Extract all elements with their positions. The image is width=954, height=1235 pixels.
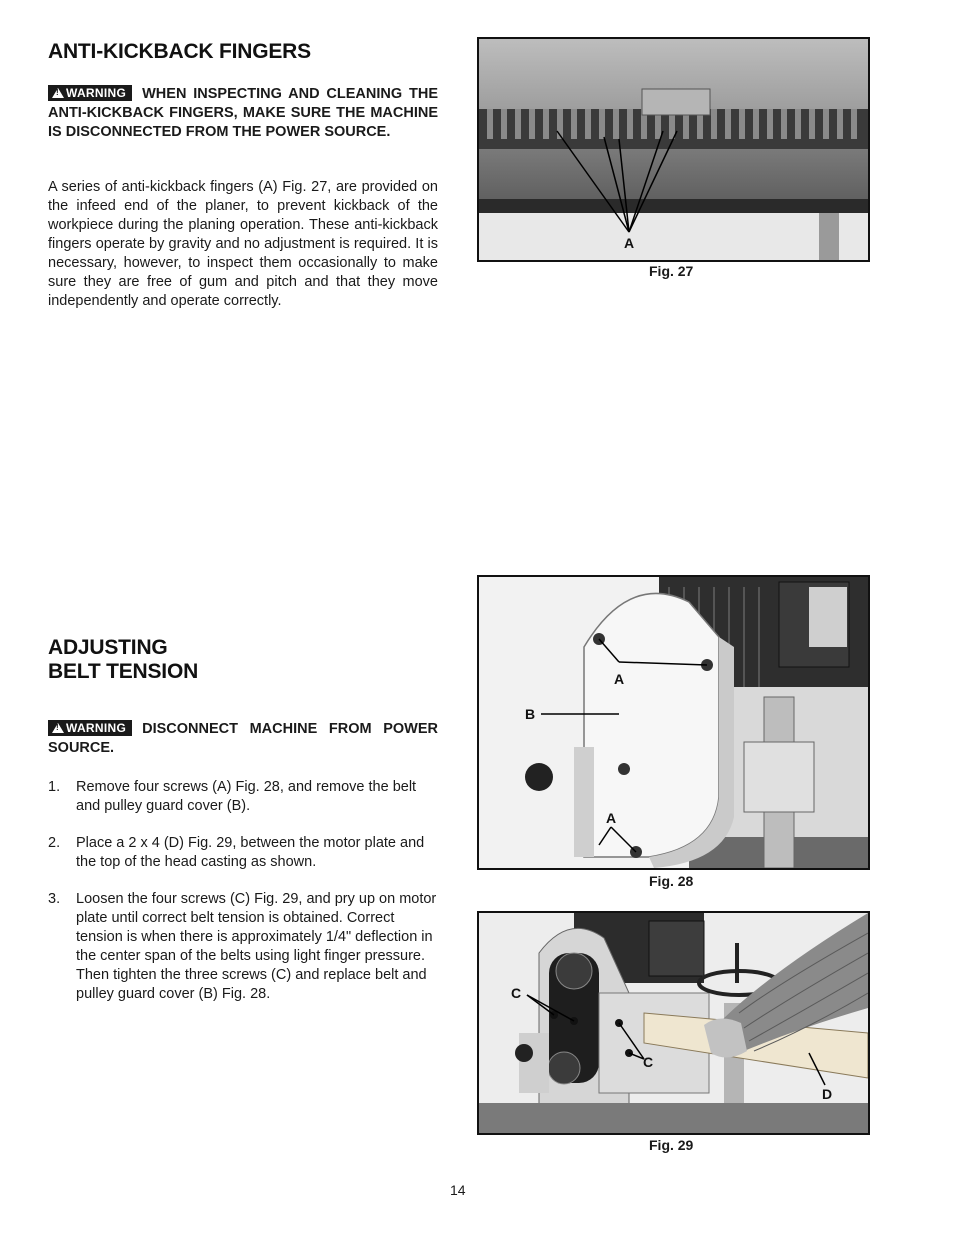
fig29-caption: Fig. 29: [649, 1137, 694, 1153]
fig27-callout-a: A: [624, 235, 635, 251]
heading-anti-kickback-fingers: ANTI-KICKBACK FINGERS: [48, 40, 311, 63]
heading-line-1: ADJUSTING: [48, 636, 168, 659]
warning-badge: !WARNING: [48, 85, 132, 101]
heading-line-2: BELT TENSION: [48, 660, 199, 683]
figure-28-photo: [477, 575, 870, 870]
belt-tension-adjustment-illustration: [479, 913, 868, 1133]
warning-text: WHEN INSPECTING AND CLEANING THE ANTI-KICKBACK FINGERS, MAKE SURE THE MACHINE IS DISCONNECTED FROM THE POWER SOURCE.: [48, 86, 438, 140]
page-number: 14: [450, 1182, 466, 1198]
warning-triangle-icon: [52, 88, 64, 98]
step-item: 1. Remove four screws (A) Fig. 28, and remove the belt and pulley guard cover (B).: [48, 779, 417, 814]
fig28-caption: Fig. 28: [649, 873, 694, 889]
warning-anti-kickback: [48, 85, 438, 142]
figure-27-photo: [477, 37, 870, 262]
belt-guard-illustration: [479, 577, 868, 868]
fig28-callout-a-bottom: A: [606, 810, 617, 826]
step-item: 2. Place a 2 x 4 (D) Fig. 29, between the motor plate and the top of the head casting as shown.: [48, 835, 425, 870]
fig27-caption: Fig. 27: [649, 263, 694, 279]
fig29-callout-d: D: [822, 1086, 833, 1102]
step-item: 3. Loosen the four screws (C) Fig. 29, and pry up on motor plate until correct belt tension is obtained. Correct tension is when there is approximately 1/4" deflection in the center span of the belts using light finger pressure. Then tighten the three screws (C) and replace belt and pulley guard cover (B) Fig. 28.: [48, 891, 437, 1002]
heading-adjusting-belt-tension: [48, 636, 198, 684]
belt-tension-steps: [48, 778, 438, 1022]
fig28-callout-a-top: A: [614, 671, 625, 687]
warning-text: DISCONNECT MACHINE FROM POWER SOURCE.: [48, 721, 438, 756]
fig29-callout-c-left: C: [511, 985, 522, 1001]
fig28-callout-b: B: [525, 706, 536, 722]
warning-belt-tension: [48, 720, 438, 758]
anti-kickback-fingers-illustration: [479, 39, 868, 260]
fig29-callout-c-right: C: [643, 1054, 654, 1070]
warning-badge: !WARNING: [48, 720, 132, 736]
figure-29-photo: [477, 911, 870, 1135]
anti-kickback-description: A series of anti-kickback fingers (A) Fig. 27, are provided on the infeed end of the planer, to prevent kickback of the workpiece during the planing operation. These anti-kickback fingers operate by gravity and no adjustment is required. It is necessary, however, to inspect them occasionally to make sure they are free of gum and pitch and that they move independently and operate correctly.: [48, 179, 438, 309]
warning-triangle-icon: [52, 723, 64, 733]
